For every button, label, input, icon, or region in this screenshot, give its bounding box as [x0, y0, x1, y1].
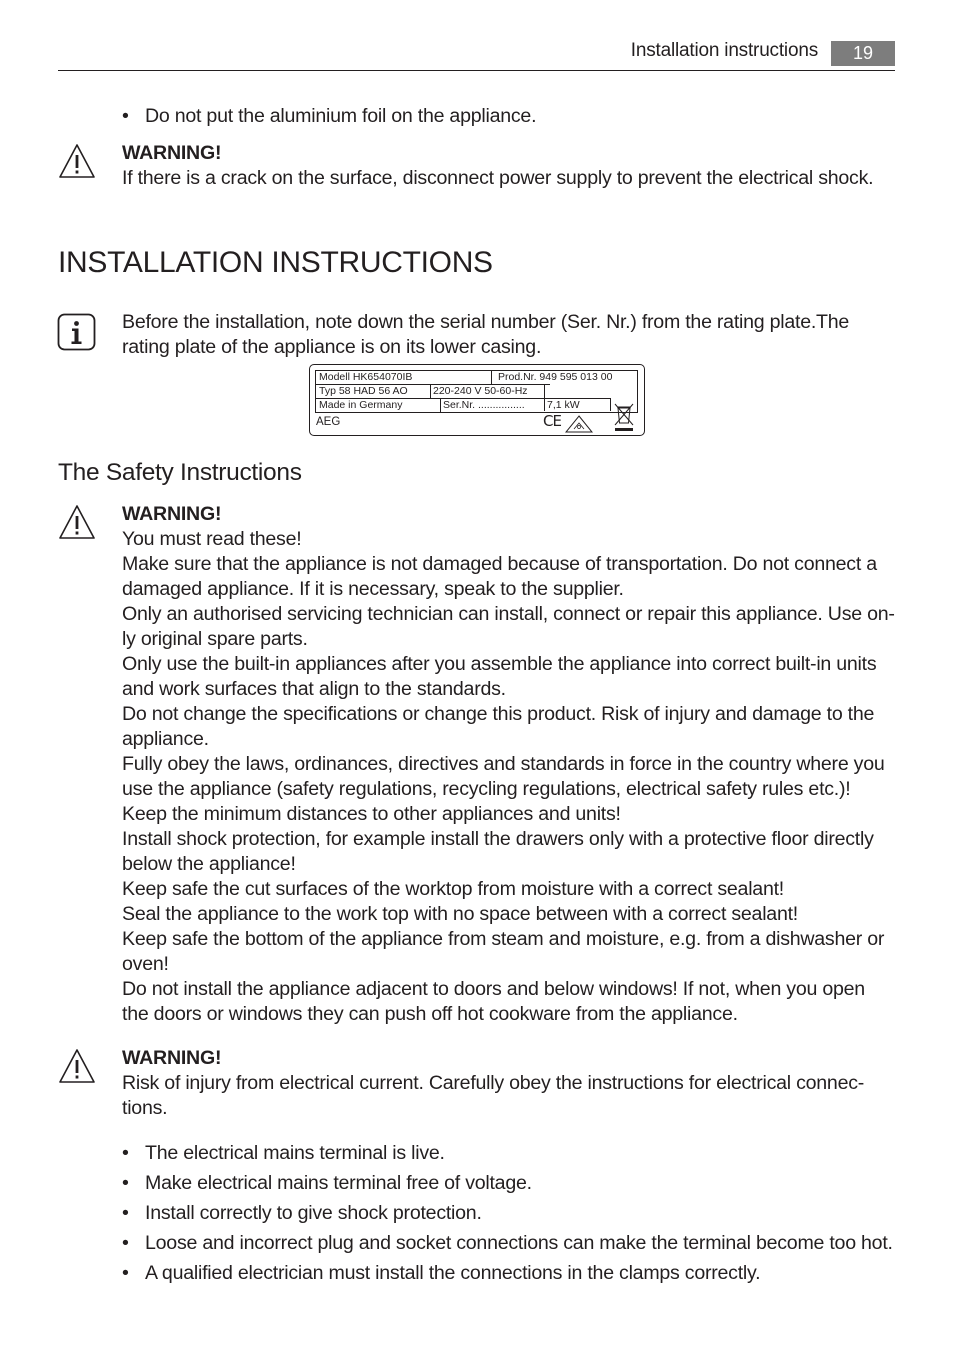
warning-text: If there is a crack on the surface, disconnect power supply to prevent the electrical shock.: [122, 167, 874, 189]
list-item: • The electrical mains terminal is live.: [122, 1141, 902, 1171]
warning-line: Seal the appliance to the work top with no space between with a correct sealant!: [122, 903, 798, 925]
warning-block-2: [122, 502, 897, 1027]
warning-icon: [57, 142, 97, 180]
header-rule: [58, 70, 895, 71]
subheading: The Safety Instructions: [58, 459, 302, 486]
warning-line: use the appliance (safety regulations, recycling regulations, electrical safety rules etc.)!: [122, 778, 851, 800]
warning-line: Install shock protection, for example install the drawers only with a protective floor directly: [122, 828, 874, 850]
warning-icon: [57, 503, 97, 541]
warning-line: the doors or windows they can push off hot cookware from the appliance.: [122, 1003, 738, 1025]
warning-line: Do not install the appliance adjacent to doors and below windows! If not, when you open: [122, 978, 865, 1000]
list-item: • Do not put the aluminium foil on the appliance.: [122, 104, 902, 134]
list-item: • A qualified electrician must install the connections in the clamps correctly.: [122, 1261, 902, 1291]
top-bullet-list: [122, 104, 902, 134]
plate-prod-nr: Prod.Nr. 949 595 013 00: [498, 371, 613, 383]
warning-block-3: [122, 1046, 897, 1121]
warning-line: appliance.: [122, 728, 209, 750]
warning-line: Only an authorised servicing technician can install, connect or repair this appliance. Use on-: [122, 603, 895, 625]
warning-line: oven!: [122, 953, 169, 975]
warning-line: Fully obey the laws, ordinances, directives and standards in force in the country where you: [122, 753, 885, 775]
rating-plate: [309, 364, 645, 436]
warning-line: Make sure that the appliance is not damaged because of transportation. Do not connect a: [122, 553, 877, 575]
plate-made-in: Made in Germany: [319, 399, 403, 411]
certification-triangle-icon: [565, 415, 593, 433]
warning-line: below the appliance!: [122, 853, 296, 875]
warning-title: WARNING!: [122, 142, 222, 164]
info-icon: [57, 313, 96, 351]
warning-line: You must read these!: [122, 528, 302, 550]
plate-power: 7,1 kW: [547, 399, 580, 411]
weee-bin-icon: [612, 401, 636, 433]
info-text: Before the installation, note down the serial number (Ser. Nr.) from the rating plate.The rating plate of the appliance is on its lower casing.: [122, 311, 850, 358]
page-number: 19: [831, 41, 895, 66]
warning-line: Only use the built-in appliances after you assemble the appliance into correct built-in units: [122, 653, 877, 675]
warning-line: damaged appliance. If it is necessary, speak to the supplier.: [122, 578, 624, 600]
warning-line: Keep the minimum distances to other appliances and units!: [122, 803, 621, 825]
warning-line: ly original spare parts.: [122, 628, 308, 650]
plate-type: Typ 58 HAD 56 AO: [319, 385, 408, 397]
plate-ser-nr: Ser.Nr. ................: [443, 399, 525, 411]
warning-line: tions.: [122, 1097, 168, 1119]
warning-title: WARNING!: [122, 503, 222, 525]
warning-title: WARNING!: [122, 1047, 222, 1069]
running-header: Installation instructions: [630, 40, 818, 61]
warning-line: Keep safe the bottom of the appliance from steam and moisture, e.g. from a dishwasher or: [122, 928, 885, 950]
warning-line: Do not change the specifications or change this product. Risk of injury and damage to the: [122, 703, 875, 725]
plate-brand: AEG: [316, 416, 341, 428]
warning-line: Keep safe the cut surfaces of the worktop from moisture with a correct sealant!: [122, 878, 784, 900]
list-item: • Loose and incorrect plug and socket connections can make the terminal become too hot.: [122, 1231, 902, 1261]
warning-line: Risk of injury from electrical current. Carefully obey the instructions for electrical connec-: [122, 1072, 865, 1094]
list-item: • Make electrical mains terminal free of voltage.: [122, 1171, 902, 1201]
list-item: • Install correctly to give shock protection.: [122, 1201, 902, 1231]
warning-line: and work surfaces that align to the standards.: [122, 678, 506, 700]
section-heading: INSTALLATION INSTRUCTIONS: [58, 246, 493, 279]
warning-block-1: [122, 141, 897, 191]
warning-icon: [57, 1047, 97, 1085]
plate-voltage: 220-240 V 50-60-Hz: [433, 385, 528, 397]
bottom-bullet-list: [122, 1141, 902, 1291]
plate-model: Modell HK654070IB: [319, 371, 413, 383]
ce-mark: CE: [543, 412, 561, 430]
